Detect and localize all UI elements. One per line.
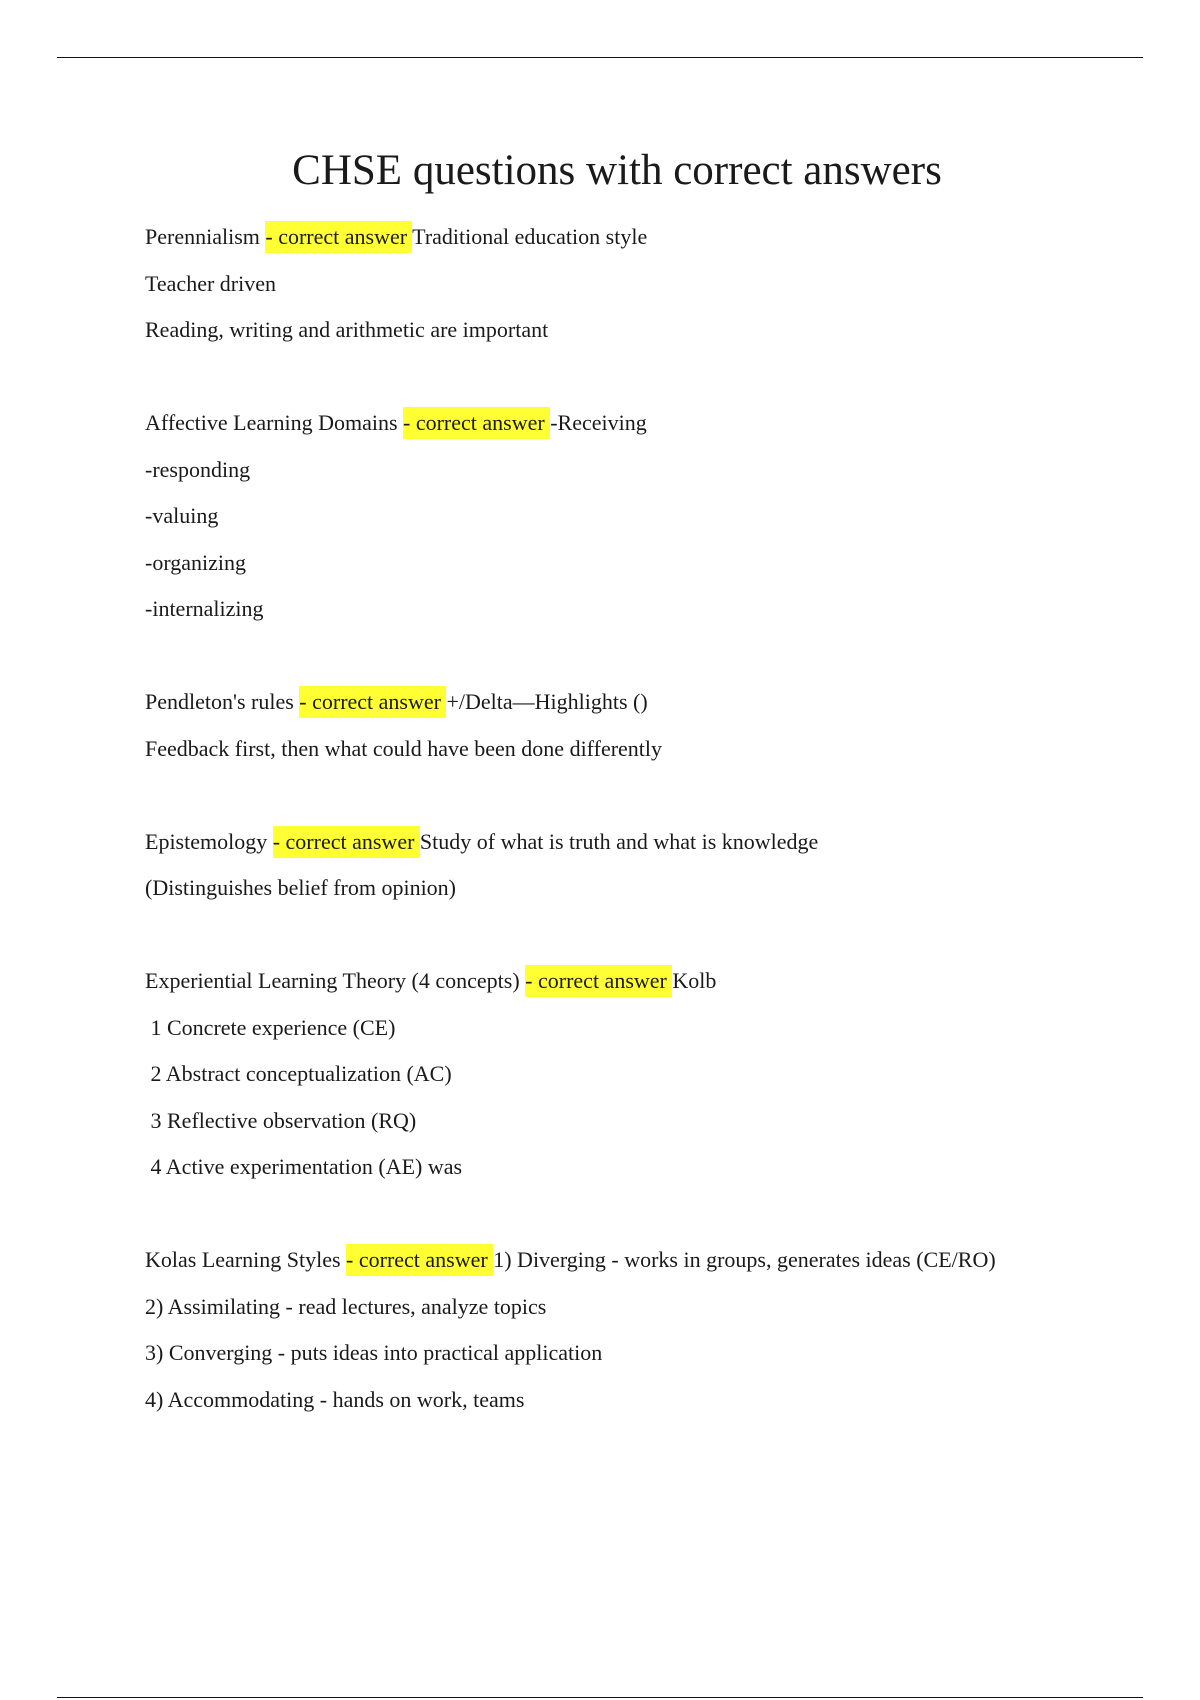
question-term: Pendleton's rules [145,689,300,714]
answer-line: 4 Active experimentation (AE) was [145,1154,463,1179]
answer-line: 3) Converging - puts ideas into practical application [145,1340,603,1365]
qa-entry-epistemology [145,819,1145,912]
question-line [145,958,1145,1005]
answer-line: Feedback first, then what could have been done differently [145,735,663,761]
correct-answer-highlight: - correct answer [299,686,446,718]
top-rule [57,57,1143,58]
answer-line: 2) Assimilating - read lectures, analyze topics [145,1293,547,1319]
answer-line: -responding [145,456,251,482]
answer-line: Reading, writing and arithmetic are important [145,317,549,342]
question-line [145,400,1145,447]
question-line [145,1237,1145,1284]
correct-answer-highlight: - correct answer [273,826,420,858]
qa-entry-pendleton [145,679,1145,772]
answer-line: Teacher driven [145,270,276,296]
question-line [145,679,1145,726]
question-term: Affective Learning Domains [145,410,404,435]
answer-line: -valuing [145,503,219,528]
answer-text: Study of what is truth and what is knowledge [419,828,819,854]
question-term: Experiential Learning Theory (4 concepts) [145,968,526,993]
qa-entry-affective-domains [145,400,1145,633]
answer-line: 4) Accommodating - hands on work, teams [145,1386,525,1412]
correct-answer-highlight: - correct answer [525,965,672,997]
question-term: Kolas Learning Styles [145,1247,347,1272]
question-line [145,819,1145,866]
question-line [145,214,1145,261]
answer-line: 3 Reflective observation (RQ) [145,1107,417,1133]
qa-entry-kolas-learning-styles [145,1237,1145,1423]
correct-answer-highlight: - correct answer [403,407,550,439]
answer-line: -internalizing [145,596,264,621]
qa-entry-experiential-learning [145,958,1145,1191]
answer-line: 1 Concrete experience (CE) [145,1014,396,1040]
document-body [145,214,1145,1470]
correct-answer-highlight: - correct answer [265,221,412,253]
answer-line: (Distinguishes belief from opinion) [145,875,457,900]
qa-entry-perennialism [145,214,1145,354]
question-term: Epistemology [145,828,273,854]
answer-text: Traditional education style [412,224,648,249]
answer-text: Kolb [672,968,717,993]
question-term: Perennialism [145,224,266,249]
answer-text: 1) Diverging - works in groups, generates ideas (CE/RO) [493,1247,996,1272]
answer-line: -organizing [145,549,247,575]
answer-line: 2 Abstract conceptualization (AC) [145,1061,452,1086]
document-title: CHSE questions with correct answers [292,147,942,194]
answer-text: +/Delta—Highlights () [446,689,648,714]
answer-text: -Receiving [550,410,647,435]
correct-answer-highlight: - correct answer [346,1244,493,1276]
bottom-rule [57,1697,1143,1698]
